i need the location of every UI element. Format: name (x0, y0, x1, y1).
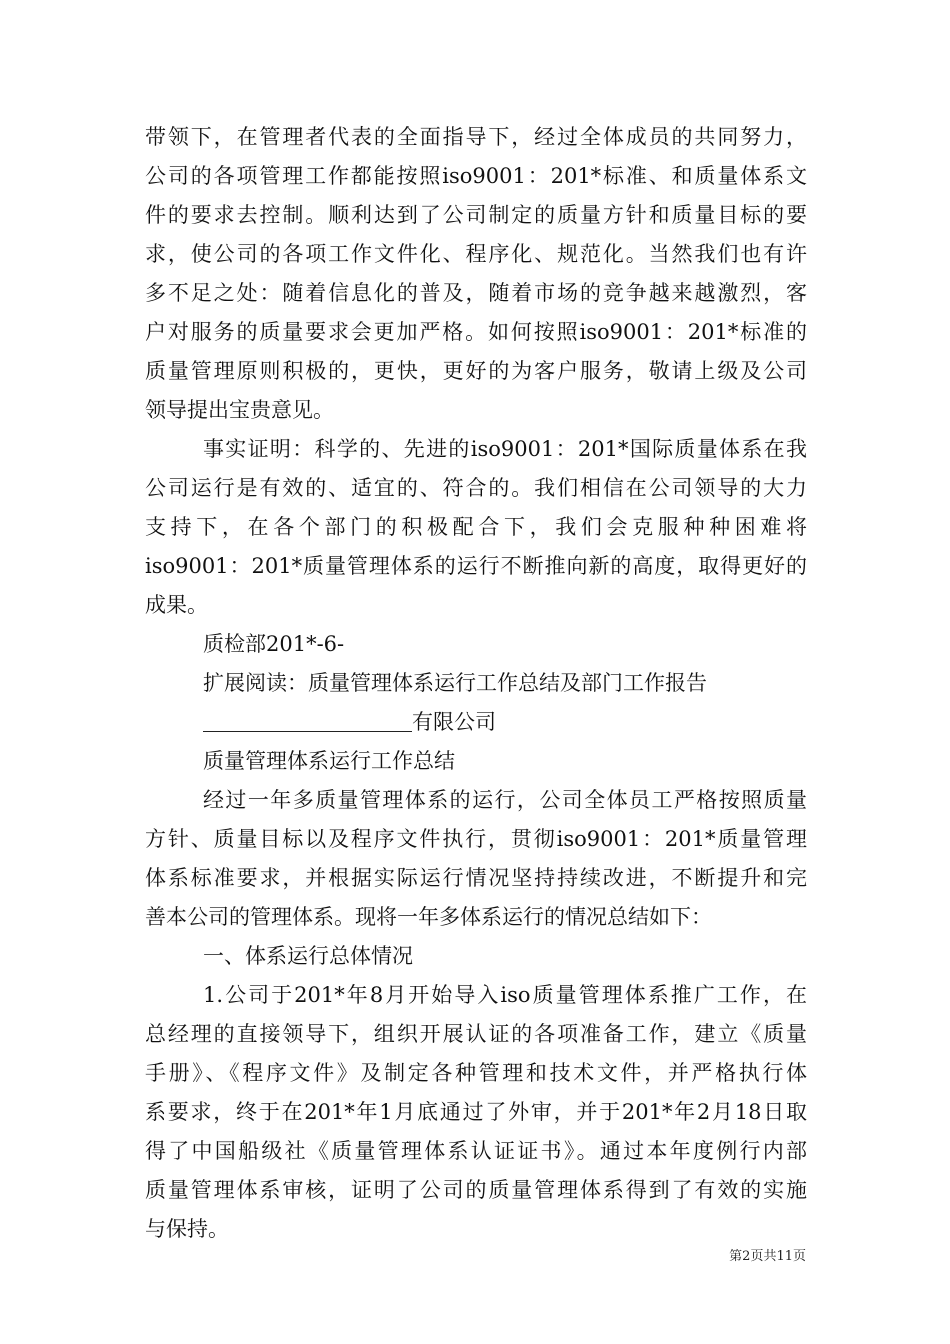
text-line: 户对服务的质量要求会更加严格。如何按照iso9001：201*标准的 (145, 320, 807, 344)
text-line: 事实证明：科学的、先进的iso9001：201*国际质量体系在我 (203, 437, 807, 461)
company-suffix: 有限公司 (412, 710, 496, 734)
text-line: 成果。 (145, 593, 208, 617)
text-line: 件的要求去控制。顺利达到了公司制定的质量方针和质量目标的要 (145, 203, 807, 227)
text-line: 公司运行是有效的、适宜的、符合的。我们相信在公司领导的大力 (145, 476, 807, 500)
text-line: 方针、质量目标以及程序文件执行，贯彻iso9001：201*质量管理 (145, 827, 807, 851)
blank-underline (203, 703, 412, 732)
text-line: 总经理的直接领导下，组织开展认证的各项准备工作，建立《质量 (145, 1022, 807, 1046)
text-line: 手册》、《程序文件》及制定各种管理和技术文件，并严格执行体 (145, 1061, 807, 1085)
text-line: 求，使公司的各项工作文件化、程序化、规范化。当然我们也有许 (145, 242, 807, 266)
extended-reading-title: 扩展阅读：质量管理体系运行工作总结及部门工作报告 (203, 671, 707, 695)
text-line: 领导提出宝贵意见。 (145, 398, 334, 422)
text-line: 得了中国船级社《质量管理体系认证证书》。通过本年度例行内部 (145, 1139, 807, 1163)
document-body (145, 118, 807, 1249)
text-line: 体系标准要求，并根据实际运行情况坚持持续改进，不断提升和完 (145, 866, 807, 890)
text-line: 支持下，在各个部门的积极配合下，我们会克服种种困难将 (145, 515, 807, 539)
text-line: 经过一年多质量管理体系的运行，公司全体员工严格按照质量 (203, 788, 807, 812)
company-name-line (145, 703, 807, 742)
text-line: 质量管理体系审核，证明了公司的质量管理体系得到了有效的实施 (145, 1178, 807, 1202)
text-line: 带领下，在管理者代表的全面指导下，经过全体成员的共同努力， (145, 125, 807, 149)
text-line: iso9001：201*质量管理体系的运行不断推向新的高度，取得更好的 (145, 554, 807, 578)
text-line: 质量管理原则积极的，更快，更好的为客户服务，敬请上级及公司 (145, 359, 807, 383)
section-heading: 一、体系运行总体情况 (203, 944, 413, 968)
signature-line: 质检部201*-6- (203, 632, 345, 656)
text-line: 1.公司于201*年8月开始导入iso质量管理体系推广工作，在 (203, 983, 807, 1007)
text-line: 善本公司的管理体系。现将一年多体系运行的情况总结如下： (145, 905, 712, 929)
text-line: 多不足之处：随着信息化的普及，随着市场的竞争越来越激烈，客 (145, 281, 807, 305)
page-number: 第2页共11页 (729, 1249, 806, 1264)
report-title: 质量管理体系运行工作总结 (203, 749, 455, 773)
text-line: 系要求，终于在201*年1月底通过了外审，并于201*年2月18日取 (145, 1100, 807, 1124)
text-line: 与保持。 (145, 1217, 229, 1241)
text-line: 公司的各项管理工作都能按照iso9001：201*标准、和质量体系文 (145, 164, 807, 188)
